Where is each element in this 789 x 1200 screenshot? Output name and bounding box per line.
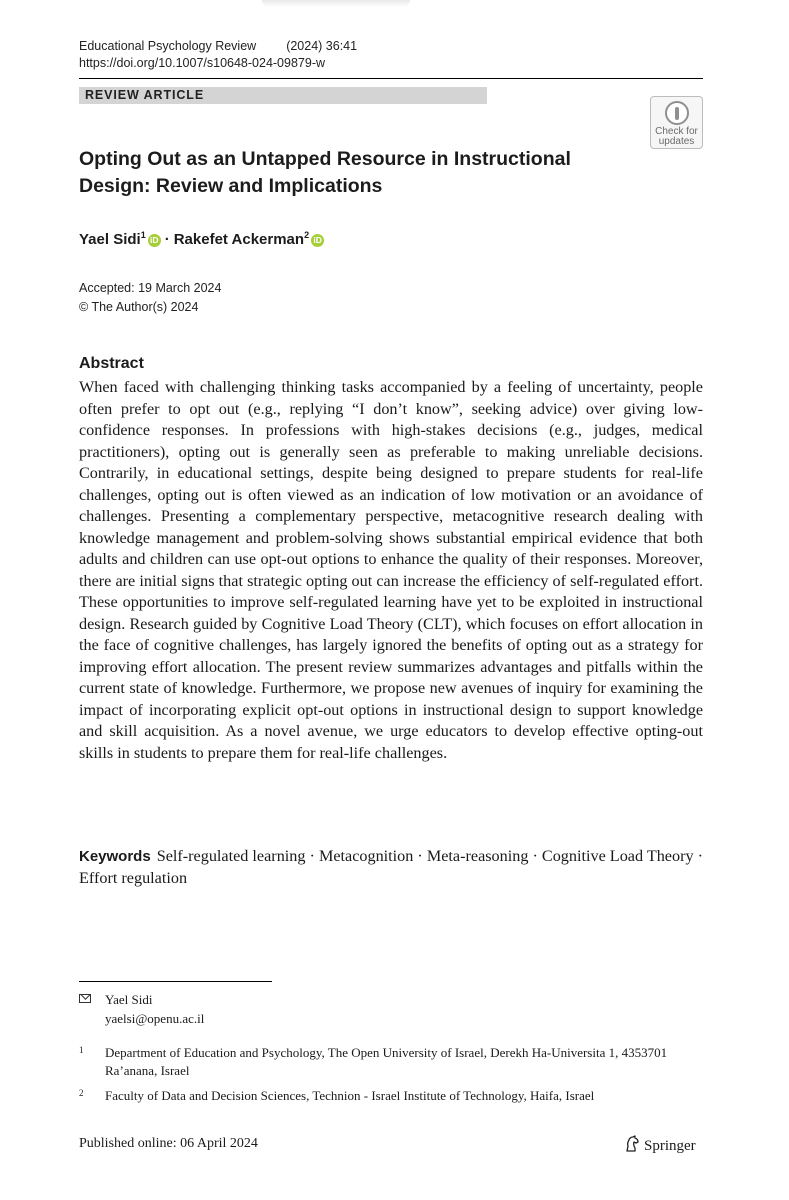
- abstract-heading: Abstract: [79, 355, 144, 372]
- journal-name: Educational Psychology Review: [79, 39, 257, 53]
- affiliation-1: [79, 1044, 695, 1080]
- keywords: [79, 846, 703, 889]
- published-online: Published online: 06 April 2024: [79, 1136, 258, 1151]
- article-type-band: REVIEW ARTICLE: [79, 87, 487, 104]
- article-title: Opting Out as an Untapped Resource in Instructional Design: Review and Implications: [79, 148, 571, 197]
- abstract-text: When faced with challenging thinking tasks accompanied by a feeling of uncertainty, people often prefer to opt out (e.g., replying “I don’t know”, seeking advice) over giving low-confidence responses. In professions with high-stakes decisions (e.g., judges, medical practitioners), opting out is generally seen as preferable to making unreliable decisions. Contrarily, in educational settings, despite being designed to prepare students for real-life challenges, opting out is often viewed as an indication of low motivation or an avoidance of challenges. Presenting a complementary perspective, metacognitive research dealing with knowledge management and problem-solving shows substantial empirical evidence that both adults and children can use opt-out options to enhance the quality of their responses. Moreover, there are initial signs that strategic opting out can increase the efficiency of self-regulated effort. These opportunities to improve self-regulated learning have yet to be exploited in instructional design. Research guided by Cognitive Load Theory (CLT), which focuses on effort allocation in the face of cognitive challenges, has largely ignored the benefits of opting out as a strategy for improving effort allocation. The present review summarizes advantages and pitfalls within the current state of knowledge. Furthermore, we propose new avenues of inquiry for examining the impact of incorporating explicit opt-out options in instructional design to support knowledge and skill acquisition. As a novel avenue, we urge educators to develop effective opting-out skills in students to prepare them for real-life challenges.: [79, 378, 703, 762]
- affiliation-text: Department of Education and Psychology, The Open University of Israel, Derekh Ha-Universita 1, 4353701 Ra’anana, Israel: [105, 1045, 668, 1078]
- accepted-date: Accepted: 19 March 2024: [79, 281, 222, 295]
- journal-header: [79, 39, 357, 53]
- check-updates-label: Check for updates: [655, 126, 698, 147]
- keywords-label: Keywords: [79, 848, 151, 865]
- author-separator: ·: [164, 231, 170, 248]
- publisher-logo: [624, 1135, 696, 1155]
- affiliation-text: Faculty of Data and Decision Sciences, Technion - Israel Institute of Technology, Haifa, Israel: [105, 1088, 595, 1103]
- contact-email[interactable]: yaelsi@openu.ac.il: [105, 1011, 205, 1026]
- keywords-text: Self-regulated learning · Metacognition · Meta-reasoning · Cognitive Load Theory · Effort regulation: [79, 847, 704, 887]
- check-for-updates-icon[interactable]: [650, 96, 703, 149]
- affiliation-ref: 1: [140, 230, 146, 240]
- journal-volume: (2024) 36:41: [286, 39, 358, 53]
- author-list: [79, 230, 324, 248]
- copyright-notice: © The Author(s) 2024: [79, 300, 199, 314]
- footnote-rule: [79, 981, 272, 982]
- doi-link[interactable]: https://doi.org/10.1007/s10648-024-09879-w: [79, 56, 326, 70]
- affiliation-number: 1: [79, 1045, 84, 1055]
- header-rule: [79, 78, 703, 79]
- updates-ring-icon: [665, 101, 689, 125]
- envelope-icon: [79, 994, 91, 1003]
- top-shadow: [262, 0, 410, 7]
- orcid-icon[interactable]: iD: [148, 234, 161, 247]
- affiliation-2: [79, 1087, 695, 1105]
- author-name[interactable]: Yael Sidi: [79, 231, 141, 248]
- orcid-icon[interactable]: iD: [311, 234, 324, 247]
- author-name[interactable]: Rakefet Ackerman: [173, 231, 305, 248]
- publisher-name: Springer: [644, 1138, 696, 1154]
- corresponding-author: [79, 990, 204, 1028]
- affiliation-ref: 2: [304, 230, 310, 240]
- contact-name: Yael Sidi: [105, 992, 153, 1007]
- springer-horse-icon: [624, 1135, 640, 1153]
- affiliation-number: 2: [79, 1088, 84, 1098]
